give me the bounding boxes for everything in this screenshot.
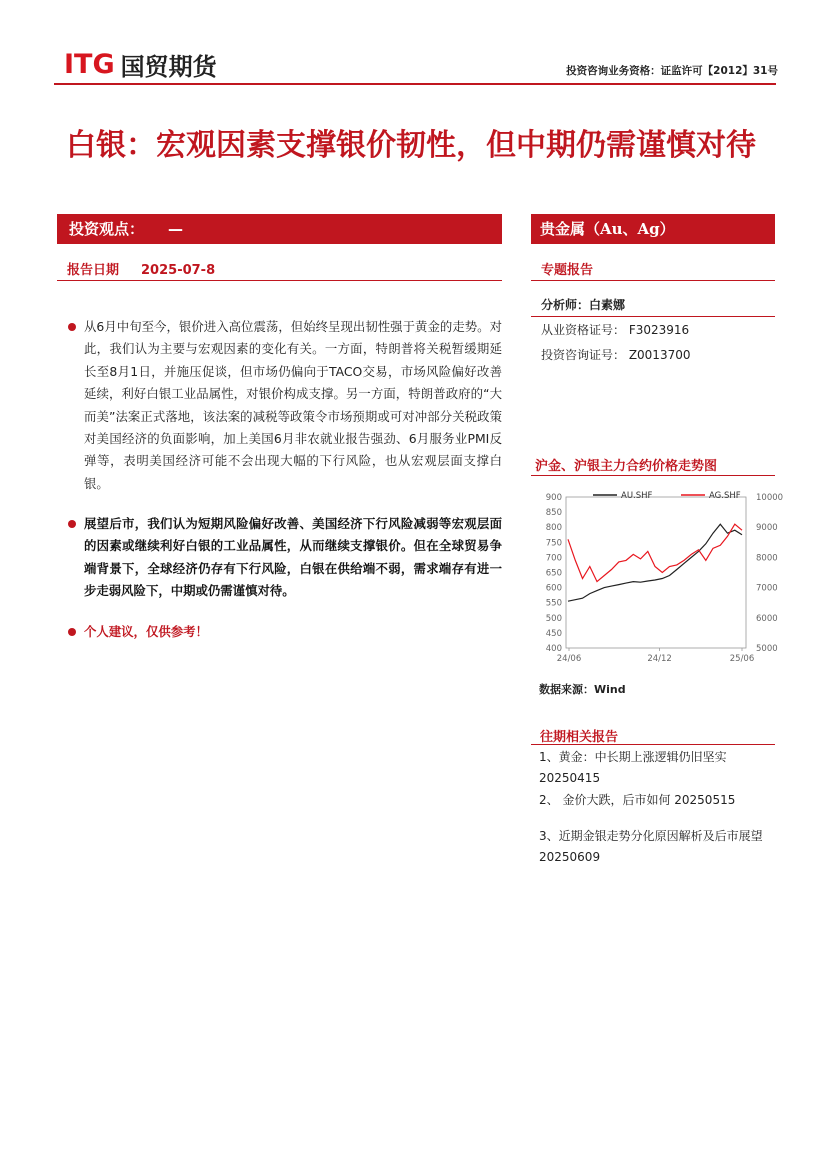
x-axis-tick-label: 25/06: [729, 654, 755, 664]
investment-view-dash: —: [168, 220, 184, 238]
right-axis-tick-label: 7000: [756, 583, 778, 594]
legend-label: AG.SHF: [709, 491, 741, 501]
bullet-text: 个人建议，仅供参考！: [84, 624, 208, 639]
report-type: 专题报告: [541, 263, 594, 278]
bullet-text: 从6月中旬至今，银价进入高位震荡，但始终呈现出韧性强于黄金的走势。对此，我们认为主要与宏观因素的变化有关。一方面，特朗普将关税暂缓期延长至8月1日，并施压促谈，但市场仍偏向于TACO交易，市场风险偏好改善延续，利好白银工业品属性，对银价构成支撑。另一方面，特朗普政府的“大而美”法案正式落地，该法案的减税等政策令市场预期或可对冲部分关税政策对美国经济的负面影响，加上美国6月非农就业报告强劲、6月服务业PMI反弹等，表明美国经济可能不会出现大幅的下行风险，也从宏观层面支撑白银。: [84, 319, 502, 491]
left-axis-tick-label: 700: [545, 553, 562, 564]
header-divider: [54, 83, 776, 85]
report-date-label: 报告日期: [67, 263, 120, 278]
price-chart: [531, 484, 784, 674]
bullet-item: [68, 513, 502, 603]
related-report-item[interactable]: 1、黄金：中长期上涨逻辑仍旧坚实 20250415: [539, 750, 727, 785]
left-axis-tick-label: 850: [545, 508, 562, 519]
bullet-dot-icon: [68, 520, 76, 528]
right-axis-tick-label: 9000: [756, 523, 778, 534]
investment-view-label: 投资观点：: [69, 220, 145, 238]
bullet-item: [68, 621, 502, 643]
bullet-text: 展望后市，我们认为短期风险偏好改善、美国经济下行风险减弱等宏观层面的因素或继续利好白银的工业品属性，从而继续支撑银价。但在全球贸易争端背景下，全球经济仍存有下行风险，白银在供给端不弱，需求端存有进一步走弱风险下，中期或仍需谨慎对待。: [84, 516, 502, 599]
chart-source: 数据来源：Wind: [539, 683, 626, 696]
report-title: 白银：宏观因素支撑银价韧性，但中期仍需谨慎对待: [66, 128, 756, 163]
bullet-item: [68, 316, 502, 495]
related-report-item[interactable]: 2、 金价大跌，后市如何 20250515: [539, 793, 736, 807]
series-line-ag-shf: [568, 524, 742, 581]
legend-label: AU.SHF: [621, 491, 653, 501]
bullet-dot-icon: [68, 323, 76, 331]
right-axis-tick-label: 6000: [756, 613, 778, 624]
left-axis-tick-label: 500: [545, 613, 562, 624]
right-axis-tick-label: 8000: [756, 553, 778, 564]
right-axis-tick-label: 5000: [756, 644, 778, 654]
consulting-cert: 投资咨询证号： Z0013700: [541, 348, 691, 362]
qualification-cert: 从业资格证号： F3023916: [541, 323, 690, 337]
x-axis-tick-label: 24/12: [647, 654, 672, 664]
left-axis-tick-label: 800: [545, 523, 562, 534]
right-axis-tick-label: 10000: [756, 493, 784, 503]
logo-latin: ITG: [64, 48, 115, 80]
company-logo: [64, 46, 217, 82]
right-divider: [531, 280, 775, 281]
x-axis-tick-label: 24/06: [556, 654, 582, 664]
sector-label: 贵金属（Au、Ag）: [540, 220, 675, 238]
left-axis-tick-label: 450: [545, 628, 562, 639]
related-divider: [531, 744, 775, 745]
analyst-name: 分析师：白素娜: [541, 298, 626, 312]
left-axis-tick-label: 600: [545, 583, 562, 594]
investment-view-bar: [57, 214, 502, 244]
right-divider: [531, 316, 775, 317]
series-line-au-shf: [568, 524, 742, 601]
bullet-dot-icon: [68, 628, 76, 636]
report-date: [67, 259, 215, 278]
left-axis-tick-label: 900: [545, 493, 562, 503]
sector-bar: [531, 214, 775, 244]
left-divider: [57, 280, 502, 281]
report-date-value: 2025-07-8: [141, 263, 216, 278]
chart-title: 沪金、沪银主力合约价格走势图: [535, 459, 718, 474]
left-axis-tick-label: 400: [545, 644, 562, 654]
related-reports-title: 往期相关报告: [540, 730, 619, 745]
logo-chinese: 国贸期货: [120, 52, 217, 81]
related-report-item[interactable]: 3、近期金银走势分化原因解析及后市展望 20250609: [539, 829, 763, 864]
chart-divider: [531, 475, 775, 476]
left-axis-tick-label: 750: [545, 538, 562, 549]
left-axis-tick-label: 650: [545, 568, 562, 579]
license-text: 投资咨询业务资格：证监许可【2012】31号: [566, 65, 778, 77]
left-axis-tick-label: 550: [545, 598, 562, 609]
